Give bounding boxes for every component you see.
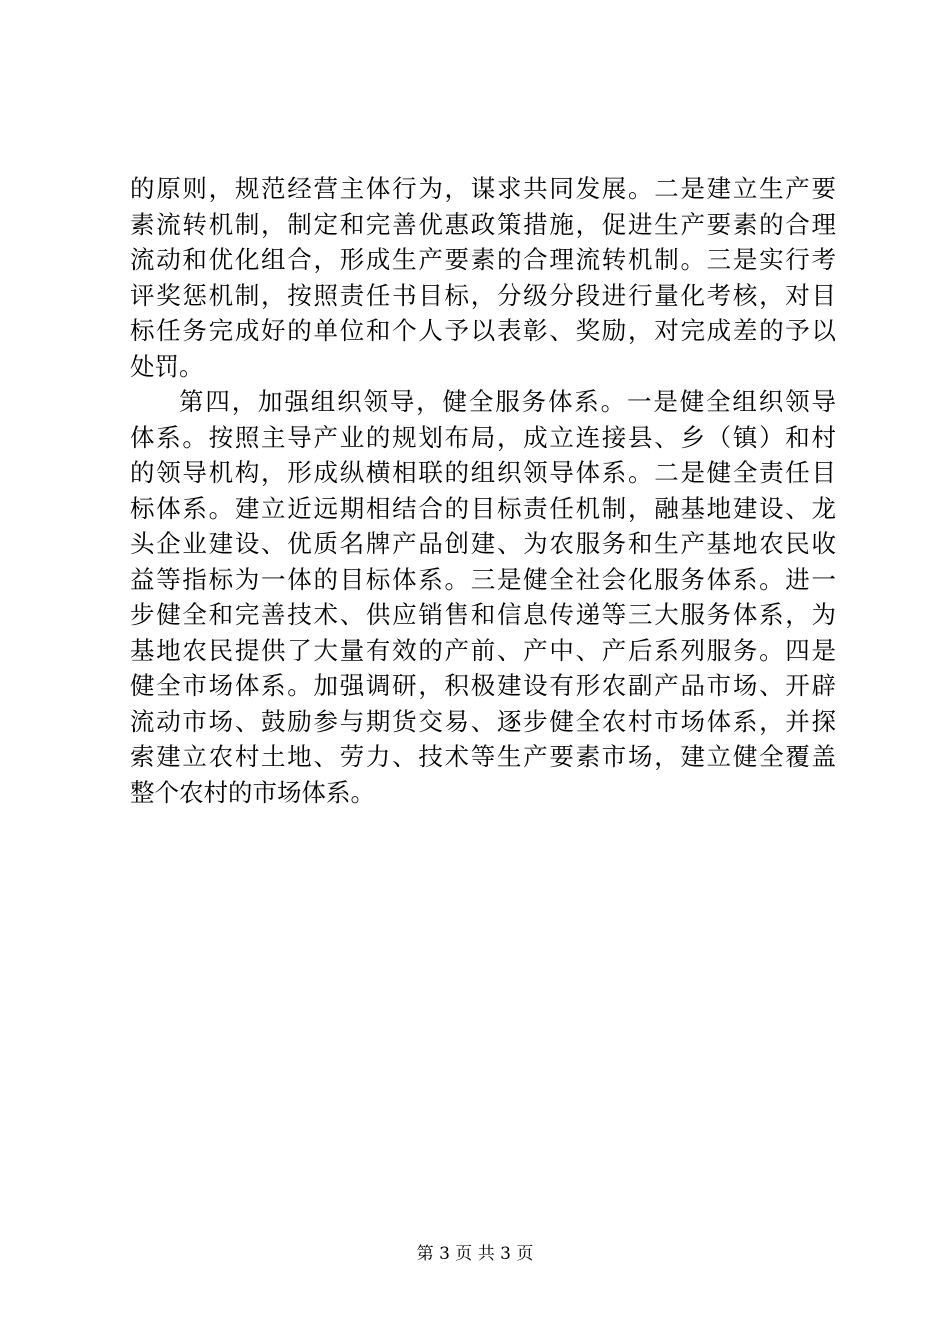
page-footer [0, 1243, 950, 1265]
text-line: 健全市场体系。加强调研，积极建设有形农副产品市场、开辟 [130, 671, 836, 700]
text-line: 处罚。 [130, 351, 204, 381]
text-line: 索建立农村土地、劳力、技术等生产要素市场，建立健全覆盖 [130, 742, 836, 771]
text-line: 评奖惩机制，按照责任书目标，分级分段进行量化考核，对目 [130, 280, 836, 310]
paragraph-first-line: 第四，加强组织领导，健全服务体系。一是健全组织领导 [179, 387, 836, 416]
text-line: 整个农村的市场体系。 [130, 777, 375, 807]
text-line: 基地农民提供了大量有效的产前、产中、产后系列服务。四是 [130, 635, 836, 665]
text-line: 的领导机构，形成纵横相联的组织领导体系。二是健全责任目 [130, 458, 836, 487]
text-line: 标任务完成好的单位和个人予以表彰、奖励，对完成差的予以 [130, 316, 836, 345]
text-line: 步健全和完善技术、供应销售和信息传递等三大服务体系，为 [130, 600, 836, 629]
text-line: 头企业建设、优质名牌产品创建、为农服务和生产基地农民收 [130, 529, 836, 558]
text-line: 素流转机制，制定和完善优惠政策措施，促进生产要素的合理 [130, 209, 836, 239]
body-text [130, 171, 836, 810]
page-number: 第 3 页 共 3 页 [416, 1244, 534, 1264]
text-line: 益等指标为一体的目标体系。三是健全社会化服务体系。进一 [130, 564, 836, 594]
text-line: 标体系。建立近远期相结合的目标责任机制，融基地建设、龙 [130, 493, 836, 523]
text-line: 体系。按照主导产业的规划布局，成立连接县、乡（镇）和村 [130, 422, 836, 452]
text-line: 流动和优化组合，形成生产要素的合理流转机制。三是实行考 [130, 245, 836, 274]
text-line: 流动市场、鼓励参与期货交易、逐步健全农村市场体系，并探 [130, 706, 836, 736]
text-line: 的原则，规范经营主体行为，谋求共同发展。二是建立生产要 [130, 174, 836, 203]
